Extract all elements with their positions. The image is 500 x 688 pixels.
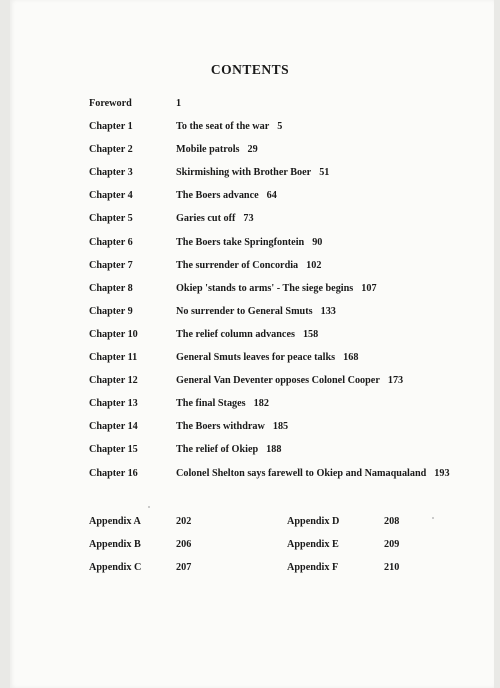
chapter-page: 90 [312,236,323,248]
chapter-page: 102 [306,259,322,271]
chapter-page: 173 [387,375,404,387]
chapter-label: Chapter 7 [89,259,133,271]
chapter-title [176,167,329,178]
appendix-d-page: 208 [384,516,400,527]
appendix-f-label: Appendix F [287,562,339,573]
chapter-title-text: The surrender of Concordia [176,259,299,271]
chapter-label: Chapter 14 [89,421,138,433]
chapter-title [176,398,269,409]
chapter-page: 158 [302,328,319,340]
appendix-e-label: Appendix E [287,539,339,550]
chapter-title-text: General Smuts leaves for peace talks [176,352,336,363]
appendix-e-page: 209 [384,539,400,550]
chapter-title-text: Colonel Shelton says farewell to Okiep and Namaqualand [176,467,427,479]
chapter-title [176,213,254,224]
chapter-title-text: To the seat of the war [176,121,270,132]
chapter-label: Chapter 1 [89,121,133,132]
chapter-label: Chapter 12 [89,375,138,387]
paper-speck [148,506,150,508]
appendix-b-page: 206 [176,539,192,550]
appendix-a-page: 202 [176,516,192,527]
chapter-row [0,398,500,414]
chapter-page: 29 [247,144,258,156]
chapter-title-text: Skirmishing with Brother Boer [176,167,312,179]
chapter-page: 193 [434,467,450,479]
foreword-row [0,98,500,114]
appendix-a-label: Appendix A [89,516,141,527]
chapter-label: Chapter 3 [89,167,133,179]
chapter-title [176,283,377,294]
chapter-row [0,144,500,160]
chapter-label: Chapter 16 [89,467,138,479]
chapter-title [176,375,403,386]
chapter-title-text: The Boers advance [176,190,259,202]
chapter-page: 188 [266,444,282,456]
chapter-row [0,306,500,322]
chapter-title [176,421,288,432]
appendix-c-page: 207 [176,562,192,573]
appendix-f-page: 210 [384,562,400,573]
chapter-label: Chapter 10 [89,328,138,340]
chapter-row [0,190,500,206]
chapter-label: Chapter 15 [89,444,138,456]
chapter-row [0,468,500,484]
chapter-title [176,329,318,340]
chapter-row [0,375,500,391]
chapter-page: 133 [320,305,336,317]
chapter-page: 5 [277,121,283,132]
chapter-row [0,352,500,368]
chapter-title-text: General Van Deventer opposes Colonel Cooper [176,375,380,387]
contents-heading: CONTENTS [210,62,290,77]
foreword-page: 1 [176,98,182,109]
appendix-d-label: Appendix D [287,516,340,527]
chapter-page: 185 [272,421,289,433]
chapter-row [0,329,500,345]
chapter-page: 64 [266,190,277,202]
chapter-title [176,444,281,455]
chapter-title [176,144,258,155]
chapter-title-text: No surrender to General Smuts [176,305,313,317]
chapter-page: 182 [253,398,269,410]
chapter-label: Chapter 13 [89,398,138,410]
chapter-label: Chapter 6 [89,236,133,248]
chapter-title [176,468,450,479]
chapter-row [0,213,500,229]
paper-speck [432,517,434,519]
chapter-title-text: The relief column advances [176,328,295,340]
chapter-page: 168 [343,352,359,363]
chapter-title-text: The relief of Okiep [176,444,259,456]
chapter-title-text: The Boers withdraw [176,421,265,433]
chapter-row [0,237,500,253]
chapter-page: 73 [243,213,254,225]
chapter-row [0,121,500,137]
chapter-title [176,237,322,248]
chapter-title-text: The Boers take Springfontein [176,236,305,248]
chapter-title-text: Garies cut off [176,213,236,225]
chapter-page: 107 [361,282,377,294]
chapter-row [0,444,500,460]
chapter-title [176,260,321,271]
chapter-title [176,190,277,201]
chapter-title-text: The final Stages [176,398,246,410]
chapter-row [0,421,500,437]
chapter-label: Chapter 9 [89,305,133,317]
chapter-page: 51 [319,167,330,179]
chapter-row [0,260,500,276]
chapter-title-text: Mobile patrols [176,144,240,156]
chapter-title [176,352,358,363]
chapter-label: Chapter 4 [89,190,133,202]
chapter-title-text: Okiep 'stands to arms' - The siege begins [176,282,354,294]
foreword-label: Foreword [89,98,132,109]
chapter-title [176,306,336,317]
chapter-label: Chapter 8 [89,282,133,294]
appendix-b-label: Appendix B [89,539,141,550]
chapter-row [0,167,500,183]
chapter-label: Chapter 5 [89,213,133,225]
chapter-title [176,121,282,132]
chapter-label: Chapter 2 [89,144,133,156]
chapter-row [0,283,500,299]
chapter-label: Chapter 11 [89,352,138,363]
appendix-c-label: Appendix C [89,562,142,573]
